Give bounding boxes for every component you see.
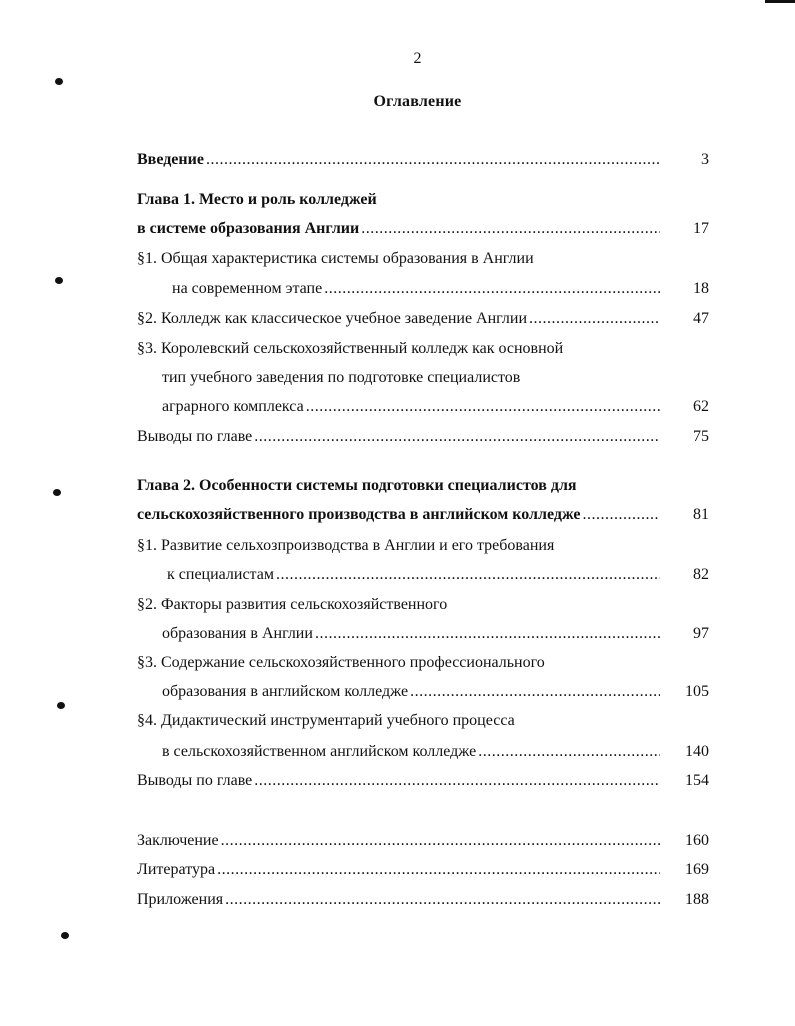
leader-dots — [217, 859, 660, 881]
entry-label: в системе образования Англии — [137, 220, 360, 237]
leader-dots — [221, 830, 660, 852]
leader-dots — [582, 504, 660, 526]
page-ref: 17 — [693, 220, 709, 237]
toc-entry-chapter-1[interactable] — [137, 218, 662, 240]
toc-entry-literature[interactable] — [137, 859, 662, 881]
toc-entry-intro[interactable] — [137, 149, 662, 171]
page-ref: 81 — [693, 506, 709, 523]
toc-entry-section-1-1[interactable] — [172, 278, 662, 300]
section-2-1-title[interactable]: §1. Развитие сельхозпроизводства в Англии и его требования — [137, 537, 555, 554]
entry-label: к специалистам — [167, 566, 274, 583]
leader-dots — [206, 149, 660, 171]
section-1-3-title[interactable]: §3. Королевский сельскохозяйственный колледж как основной — [137, 340, 564, 357]
punch-hole-mark — [55, 277, 63, 284]
page-ref: 188 — [685, 891, 709, 908]
page-ref: 75 — [693, 428, 709, 445]
leader-dots — [410, 681, 660, 703]
toc-entry-section-1-3[interactable] — [162, 396, 662, 418]
page-ref: 154 — [685, 772, 709, 789]
toc-entry-chapter-2-conclusions[interactable] — [137, 770, 662, 792]
section-2-4-title[interactable]: §4. Дидактический инструментарий учебного процесса — [137, 712, 515, 729]
section-2-2-title[interactable]: §2. Факторы развития сельскохозяйственного — [137, 596, 448, 613]
scan-corner-mark — [765, 0, 795, 3]
toc-entry-section-2-3[interactable] — [162, 681, 662, 703]
entry-label: на современном этапе — [172, 280, 323, 297]
page-ref: 97 — [693, 625, 709, 642]
punch-hole-mark — [61, 932, 69, 939]
page-ref: 18 — [693, 280, 709, 297]
toc-entry-section-1-2[interactable] — [137, 308, 662, 330]
entry-label: Приложения — [137, 891, 224, 908]
leader-dots — [529, 308, 660, 330]
leader-dots — [478, 741, 660, 763]
page-ref: 47 — [693, 310, 709, 327]
entry-label: Введение — [137, 151, 204, 168]
leader-dots — [254, 770, 660, 792]
leader-dots — [324, 278, 660, 300]
chapter-1-title[interactable]: Глава 1. Место и роль колледжей — [137, 191, 377, 208]
punch-hole-mark — [53, 489, 61, 496]
page-ref: 169 — [685, 861, 709, 878]
page-number: 2 — [413, 50, 422, 67]
entry-label: Выводы по главе — [137, 428, 253, 445]
entry-label: аграрного комплекса — [162, 398, 304, 415]
leader-dots — [361, 218, 660, 240]
page-ref: 160 — [685, 832, 709, 849]
chapter-2-title[interactable]: Глава 2. Особенности системы подготовки специалистов для — [137, 477, 577, 494]
entry-label: образования в английском колледже — [162, 683, 409, 700]
toc-entry-section-2-4[interactable] — [162, 741, 662, 763]
entry-label: образования в Англии — [162, 625, 313, 642]
page-ref: 82 — [693, 566, 709, 583]
entry-label: Заключение — [137, 832, 219, 849]
toc-entry-conclusion[interactable] — [137, 830, 662, 852]
entry-label: §2. Колледж как классическое учебное заведение Англии — [137, 310, 528, 327]
leader-dots — [306, 396, 660, 418]
leader-dots — [276, 564, 660, 586]
page-ref: 62 — [693, 398, 709, 415]
toc-title: Оглавление — [373, 93, 462, 110]
entry-label: сельскохозяйственного производства в английском колледже — [137, 506, 581, 523]
entry-label: в сельскохозяйственном английском колледже — [162, 743, 477, 760]
page-ref: 105 — [685, 683, 709, 700]
section-2-3-title[interactable]: §3. Содержание сельскохозяйственного профессионального — [137, 654, 545, 671]
toc-entry-section-2-2[interactable] — [162, 623, 662, 645]
toc-entry-chapter-1-conclusions[interactable] — [137, 426, 662, 448]
section-1-1-title[interactable]: §1. Общая характеристика системы образования в Англии — [137, 250, 534, 267]
page-ref: 140 — [685, 743, 709, 760]
toc-entry-appendices[interactable] — [137, 889, 662, 911]
leader-dots — [225, 889, 660, 911]
entry-label: Литература — [137, 861, 216, 878]
toc-entry-section-2-1[interactable] — [167, 564, 662, 586]
punch-hole-mark — [57, 702, 65, 709]
entry-label: Выводы по главе — [137, 772, 253, 789]
leader-dots — [254, 426, 660, 448]
toc-entry-chapter-2[interactable] — [137, 504, 662, 526]
leader-dots — [315, 623, 660, 645]
section-1-3-title-cont: тип учебного заведения по подготовке специалистов — [162, 369, 521, 386]
punch-hole-mark — [55, 78, 63, 85]
page-ref: 3 — [701, 151, 709, 168]
